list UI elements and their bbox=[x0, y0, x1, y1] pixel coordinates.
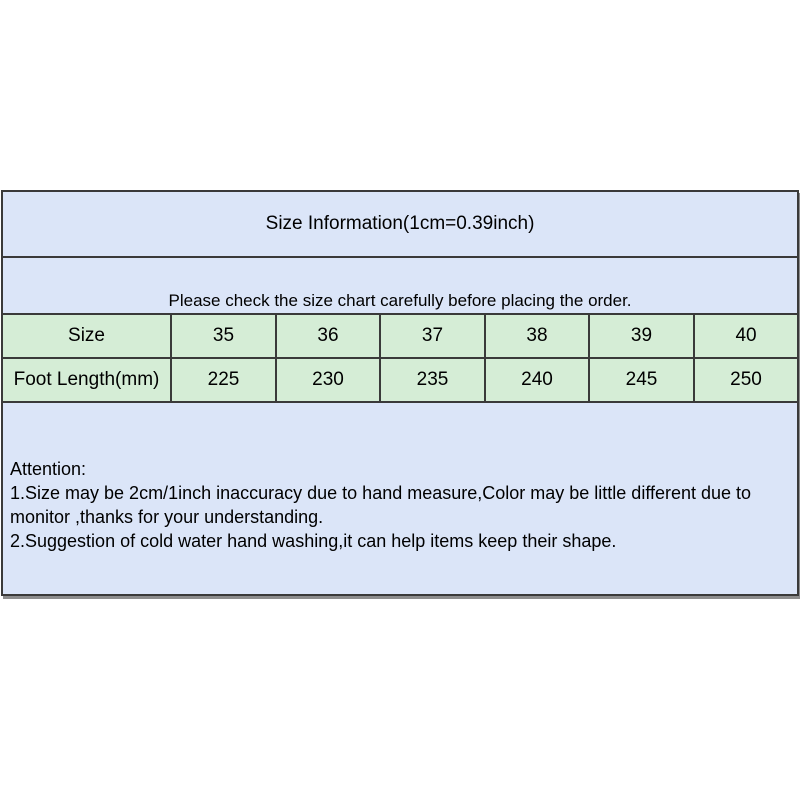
attention-row bbox=[2, 402, 798, 595]
attention-note: 1.Size may be 2cm/1inch inaccuracy due to hand measure,Color may be little different due to monitor ,thanks for your understanding. bbox=[10, 483, 752, 527]
foot-length-row-label: Foot Length(mm) bbox=[2, 358, 171, 402]
size-row bbox=[2, 314, 798, 358]
foot-length-value-cell: 235 bbox=[380, 358, 485, 402]
subtitle-row bbox=[2, 257, 798, 314]
attention-heading: Attention: bbox=[10, 459, 87, 479]
foot-length-value-cell: 225 bbox=[171, 358, 276, 402]
size-row-label: Size bbox=[2, 314, 171, 358]
size-value-cell: 36 bbox=[276, 314, 380, 358]
size-chart-subtitle: Please check the size chart carefully before placing the order. bbox=[2, 257, 798, 314]
size-value-cell: 37 bbox=[380, 314, 485, 358]
size-chart-table bbox=[1, 190, 799, 596]
foot-length-value-cell: 240 bbox=[485, 358, 589, 402]
size-chart-title: Size Information(1cm=0.39inch) bbox=[2, 191, 798, 257]
title-row bbox=[2, 191, 798, 257]
attention-note: 2.Suggestion of cold water hand washing,it can help items keep their shape. bbox=[10, 531, 617, 551]
foot-length-value-cell: 250 bbox=[694, 358, 798, 402]
attention-block bbox=[2, 402, 798, 595]
size-value-cell: 40 bbox=[694, 314, 798, 358]
foot-length-value-cell: 230 bbox=[276, 358, 380, 402]
foot-length-row bbox=[2, 358, 798, 402]
size-value-cell: 35 bbox=[171, 314, 276, 358]
size-value-cell: 38 bbox=[485, 314, 589, 358]
foot-length-value-cell: 245 bbox=[589, 358, 694, 402]
size-value-cell: 39 bbox=[589, 314, 694, 358]
